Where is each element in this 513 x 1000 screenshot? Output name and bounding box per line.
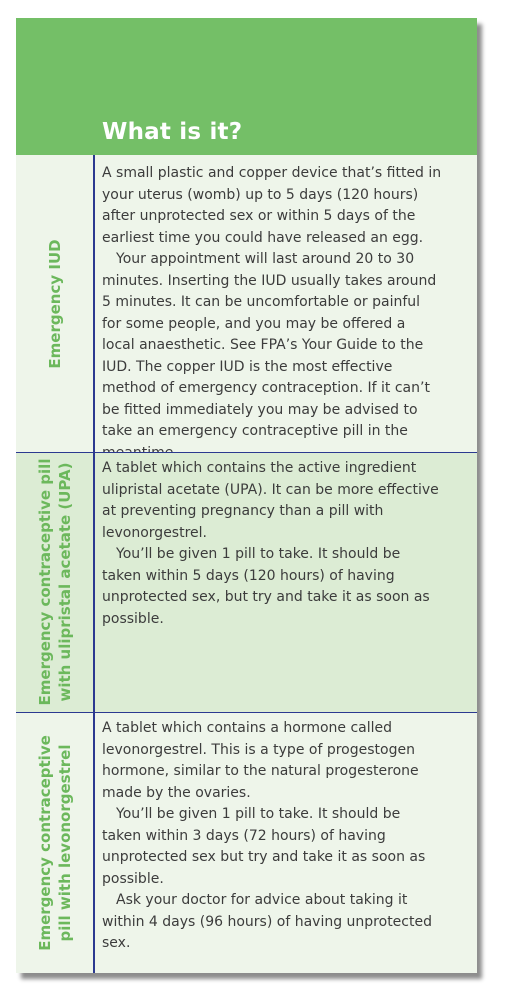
column-divider <box>93 155 95 973</box>
row-divider <box>16 712 477 713</box>
row-upa-pill <box>16 452 477 712</box>
row-label: Emergency IUD <box>45 238 64 369</box>
row-label: Emergency contraceptive pill with ulipristal acetate (UPA) <box>35 458 74 706</box>
row-description <box>102 718 442 955</box>
row-label-cell <box>16 155 93 452</box>
paragraph: A small plastic and copper device that’s fitted in your uterus (womb) up to 5 days (120 hours) after unprotected sex or within 5 days of the earliest time you could have released an egg. <box>102 165 442 246</box>
table-header <box>16 18 477 155</box>
row-description <box>102 458 442 630</box>
row-description <box>102 163 442 464</box>
row-label-cell <box>16 452 93 712</box>
header-title: What is it? <box>102 119 243 145</box>
row-label: Emergency contraceptive pill with levonorgestrel <box>35 734 74 951</box>
row-levonorgestrel-pill <box>16 712 477 973</box>
paragraph: Ask your doctor for advice about taking it within 4 days (96 hours) of having unprotected sex. <box>102 892 432 951</box>
emergency-contraception-table <box>16 18 477 973</box>
paragraph: A tablet which contains a hormone called levonorgestrel. This is a type of progestogen hormone, similar to the natural progesterone made by the ovaries. <box>102 720 419 801</box>
paragraph: A tablet which contains the active ingredient ulipristal acetate (UPA). It can be more effective at preventing pregnancy than a pill with levonorgestrel. <box>102 460 439 541</box>
paragraph: Your appointment will last around 20 to 30 minutes. Inserting the IUD usually takes around 5 minutes. It can be uncomfortable or painful for some people, and you may be offered a local anaesthetic. See FPA’s Your Guide to the IUD. The copper IUD is the most effective method of emergency contraception. If it can’t be fitted immediately you may be advised to take an emergency contraceptive pill in the <box>102 251 437 439</box>
paragraph: You’ll be given 1 pill to take. It should be taken within 3 days (72 hours) of having unprotected sex but try and take it as soon as possible. <box>102 806 426 887</box>
row-label-cell <box>16 712 93 973</box>
paragraph: You’ll be given 1 pill to take. It should be taken within 5 days (120 hours) of having unprotected sex, but try and take it as soon as possible. <box>102 546 430 627</box>
row-divider <box>16 452 477 453</box>
row-emergency-iud <box>16 155 477 452</box>
